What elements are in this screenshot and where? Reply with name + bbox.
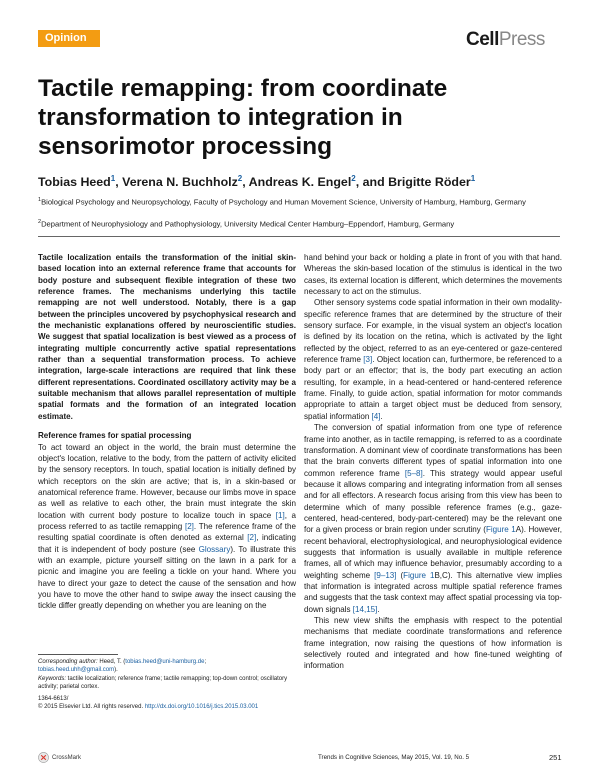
author-list: Tobias Heed$^1$, Verena N. Buchholz$^2$, Andreas K. Engel$^2$, and Brigitte Röder$^1$ (38, 174, 476, 190)
section-heading: Reference frames for spatial processing (38, 431, 192, 441)
article-title: Tactile remapping: from coordinate transformation to integration in sensorimotor processing (38, 75, 448, 160)
author-name: Verena N. Buchholz (122, 175, 238, 190)
affiliation-text: Department of Neurophysiology and Pathophysiology, University Medical Center Hamburg–Eppendorf, Hamburg, Germany (41, 219, 455, 229)
issn: 1364-6613/ (38, 696, 69, 703)
text-run: . This strategy would appear useful because it allows comparing and integrating information from all senses and for all effectors. A research focus arising from this view has been to determine which of many possible reference frames (e.g., gaze-centered, head-centered, body-part-centered) may be the relevant one for a given process or brain region under scrutiny ( (304, 468, 562, 535)
corresponding-author (38, 658, 296, 675)
affiliation-text: Biological Psychology and Neuropsychology, Faculty of Psychology and Human Movement Science, University of Hamburg, Hamburg, Germany (41, 197, 526, 207)
author-name: Brigitte Röder (388, 175, 471, 190)
text-run: The conversion of spatial information from one type of reference frame into another, as in tactile remapping, is referred to as a coordinate transformation. A dominant view of coordinate transformations has been that the brain converts different types of spatial information into one common reference frame (304, 423, 562, 478)
citation-link[interactable]: [3] (363, 355, 373, 365)
text-run: Heed, T. ( (97, 659, 126, 665)
page-number: 251 (549, 753, 562, 762)
citation-link[interactable]: [2] (184, 521, 194, 531)
author-affiliation-ref[interactable]: 2 (351, 174, 356, 183)
text-run: ; (204, 659, 207, 665)
text-run: ). (114, 667, 118, 674)
doi-link[interactable]: http://dx.doi.org/10.1016/j.tics.2015.03.001 (144, 704, 259, 711)
journal-citation: Trends in Cognitive Sciences, May 2015, Vol. 19, No. 5 (318, 754, 470, 761)
footnote-divider (38, 654, 118, 655)
text-run: Other sensory systems code spatial information in their own modality-specific reference frames that are determined by the structure of their sensory surface. For example, in the visual system an object's location is defined by its location on the retina, which is activated by the light reflected by the object, referred to as an eye-centered or gaze-centered reference frame (304, 298, 562, 365)
author-affiliation-ref[interactable]: 2 (237, 174, 243, 183)
body-paragraph: hand behind your back or holding a plate in front of you with that hand. Whereas the skin-based location of the stimulus is identical in the two cases, its external location is different, which determines the movements necessary to act on the stimulus. (304, 253, 562, 297)
footnote-label: Keywords: (38, 675, 67, 682)
citation-link[interactable]: [2] (247, 533, 257, 543)
text-run: tactile localization; reference frame; tactile remapping; top-down control; oscillatory activity; parietal cortex. (38, 675, 288, 690)
author-name: Andreas K. Engel (248, 175, 352, 190)
publisher-logo (466, 29, 545, 51)
body-paragraph (304, 297, 562, 422)
body-paragraph (38, 442, 296, 612)
text-run: . (380, 411, 383, 421)
header-divider (38, 236, 560, 237)
body-paragraph: This new view shifts the emphasis with respect to the potential mechanisms that mediate coordinate transformations and reference frame integration, now raising the questions of how information is selectively routed and integrated and how fine-tuned weighting of information (304, 616, 562, 671)
keywords (38, 675, 296, 692)
figure-link[interactable]: Figure 1 (485, 525, 516, 535)
left-column (38, 252, 296, 612)
text-run: . Object location can, furthermore, be referenced to a body part or an effector; that is, the body part executing an action resulting, for example, in a head-centered or hand-centered reference frame. Finally, to guide action, spatial information for motor commands appropriate to attain a target object must be deduced from sensory, spatial information (304, 355, 562, 421)
logo-press-text: Press (498, 29, 545, 50)
text-run: © 2015 Elsevier Ltd. All rights reserved. (38, 704, 145, 711)
text-run: . The reference frame of the resulting spatial coordinate is often denoted as external (38, 521, 296, 543)
text-run: . (377, 604, 380, 614)
text-run: To act toward an object in the world, the brain must determine the object's location, relative to the body, from the pattern of activity elicited by the sensory receptors. In touch, spatial location is initially defined by which receptors on the skin are active; that is, in a skin-based or anatomical reference frame. However, because our limbs move in space as well as relative to each other, the brain must integrate the skin location with current body posture to localize touch in space (38, 442, 296, 520)
author-affiliation-ref[interactable]: 1 (470, 174, 476, 183)
footnote-label: Corresponding author: (38, 659, 98, 665)
body-paragraph (304, 422, 562, 615)
copyright-line (38, 703, 296, 711)
text-run: B,C). This alternative view implies that information is integrated across multiple spatial reference frames and suggests that the task context may affect spatial processing via top-down signals (304, 570, 562, 614)
text-run: , a process referred to as tactile remapping (38, 510, 296, 531)
citation-link[interactable]: [14,15] (352, 604, 378, 614)
citation-link[interactable]: [1] (275, 510, 285, 520)
citation-link[interactable]: [4] (371, 411, 381, 421)
text-run: A). However, recent behavioral, electrophysiological, and neurophysiological evidence suggests that information is usually available in multiple reference frames, all of which may influence behavior, presumably according to a weighting scheme (304, 525, 563, 580)
affiliation-number: 1 (38, 197, 42, 203)
author-affiliation-ref[interactable]: 1 (110, 174, 116, 183)
email-link[interactable]: tobias.heed.uhh@gmail.com (38, 667, 115, 674)
crossmark-label: CrossMark (52, 754, 82, 761)
text-run: , indicating that it is independent of body posture (see (38, 533, 296, 554)
logo-cell-text: Cell (466, 29, 499, 50)
affiliation-number: 2 (38, 219, 42, 225)
crossmark-badge[interactable] (38, 752, 81, 763)
right-column (304, 252, 562, 672)
citation-link[interactable]: [5–8] (404, 468, 423, 478)
figure-link[interactable]: Figure 1 (403, 570, 435, 580)
crossmark-icon (38, 752, 49, 763)
glossary-link[interactable]: Glossary (198, 544, 231, 554)
affiliation (38, 195, 578, 208)
text-run: ). To illustrate this with an example, picture yourself sitting on the lawn in a park for a picnic and imagine you are feeling a tickle on your hand. Where you have to direct your gaze to detect the cause of the sensation and how you have to move the other hand to swipe away the insect causing the tickle differ greatly depending on whether you are leaning on the (38, 544, 296, 611)
author-name: Tobias Heed (38, 175, 111, 190)
footnote (38, 658, 296, 712)
citation-link[interactable]: [9–13] (374, 570, 397, 580)
abstract: Tactile localization entails the transformation of the initial skin-based location into an external reference frame that accounts for body posture and subsequent flexible integration of these two reference frames. The mechanisms underlying this tactile remapping are not well understood. Notably, there is a gap between the principles uncovered by psychophysical research and the mechanistic explanations offered by neuroscientific studies. We suggest that spatial localization is best viewed as a process of integrating multiple concurrently active spatial representations rather than a sequential transformation process. To achieve integration, large-scale interactions are required that link these different representations. Coordinated oscillatory activity may be a suitable mechanism that allows parallel representation of multiple spatial formats and the formation of an integrated location estimate. (38, 253, 296, 421)
email-link[interactable]: tobias.heed@uni-hamburg.de (125, 659, 205, 665)
section-tab: Opinion (38, 30, 100, 47)
text-run: ( (396, 570, 404, 580)
affiliation (38, 217, 578, 230)
